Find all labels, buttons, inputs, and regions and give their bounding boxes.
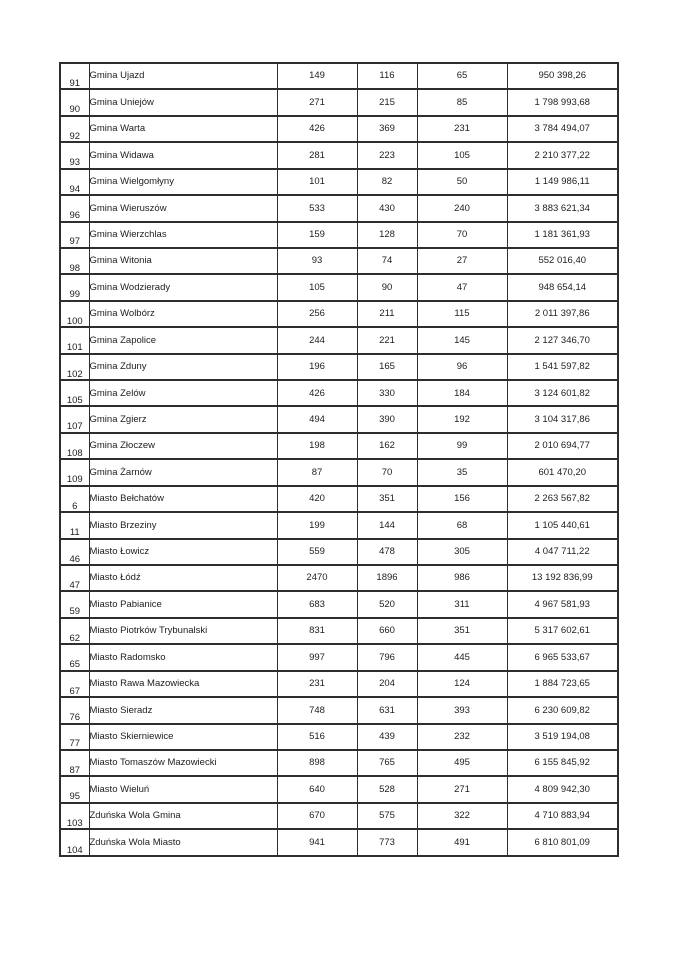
amount-cell: 948 654,14 — [507, 274, 618, 300]
municipality-name-cell: Gmina Zelów — [89, 380, 277, 406]
row-number-cell: 6 — [60, 486, 89, 512]
municipality-name-cell: Miasto Pabianice — [89, 591, 277, 617]
value-1-cell: 2470 — [277, 565, 357, 591]
municipality-name-cell: Gmina Wieruszów — [89, 195, 277, 221]
value-3-cell: 115 — [417, 301, 507, 327]
value-3-cell: 445 — [417, 644, 507, 670]
value-1-cell: 426 — [277, 380, 357, 406]
row-number-cell: 102 — [60, 354, 89, 380]
row-number-cell: 93 — [60, 142, 89, 168]
value-3-cell: 491 — [417, 829, 507, 856]
value-2-cell: 144 — [357, 512, 417, 538]
value-3-cell: 145 — [417, 327, 507, 353]
value-2-cell: 223 — [357, 142, 417, 168]
row-number-cell: 94 — [60, 169, 89, 195]
municipality-name-cell: Gmina Warta — [89, 116, 277, 142]
value-1-cell: 198 — [277, 433, 357, 459]
value-2-cell: 351 — [357, 486, 417, 512]
value-1-cell: 559 — [277, 539, 357, 565]
municipality-name-cell: Gmina Żarnów — [89, 459, 277, 485]
amount-cell: 3 124 601,82 — [507, 380, 618, 406]
value-2-cell: 82 — [357, 169, 417, 195]
municipality-name-cell: Miasto Piotrków Trybunalski — [89, 618, 277, 644]
table-row — [60, 486, 618, 512]
table-row — [60, 142, 618, 168]
value-3-cell: 240 — [417, 195, 507, 221]
amount-cell: 552 016,40 — [507, 248, 618, 274]
value-1-cell: 231 — [277, 671, 357, 697]
table-row — [60, 406, 618, 432]
amount-cell: 950 398,26 — [507, 63, 618, 89]
value-2-cell: 330 — [357, 380, 417, 406]
value-2-cell: 74 — [357, 248, 417, 274]
table-row — [60, 89, 618, 115]
value-2-cell: 1896 — [357, 565, 417, 591]
value-1-cell: 420 — [277, 486, 357, 512]
value-2-cell: 369 — [357, 116, 417, 142]
value-3-cell: 96 — [417, 354, 507, 380]
row-number-cell: 100 — [60, 301, 89, 327]
value-1-cell: 244 — [277, 327, 357, 353]
municipality-name-cell: Gmina Witonia — [89, 248, 277, 274]
value-2-cell: 221 — [357, 327, 417, 353]
value-1-cell: 670 — [277, 803, 357, 829]
row-number-cell: 107 — [60, 406, 89, 432]
amount-cell: 6 155 845,92 — [507, 750, 618, 776]
value-3-cell: 322 — [417, 803, 507, 829]
amount-cell: 2 010 694,77 — [507, 433, 618, 459]
value-1-cell: 101 — [277, 169, 357, 195]
value-2-cell: 215 — [357, 89, 417, 115]
municipality-name-cell: Gmina Wielgomłyny — [89, 169, 277, 195]
amount-cell: 4 047 711,22 — [507, 539, 618, 565]
amount-cell: 3 519 194,08 — [507, 724, 618, 750]
value-3-cell: 105 — [417, 142, 507, 168]
table-row — [60, 803, 618, 829]
table-row — [60, 274, 618, 300]
municipality-name-cell: Miasto Wieluń — [89, 776, 277, 802]
municipality-name-cell: Miasto Bełchatów — [89, 486, 277, 512]
value-3-cell: 232 — [417, 724, 507, 750]
municipality-name-cell: Gmina Zgierz — [89, 406, 277, 432]
row-number-cell: 65 — [60, 644, 89, 670]
value-3-cell: 47 — [417, 274, 507, 300]
row-number-cell: 77 — [60, 724, 89, 750]
value-1-cell: 831 — [277, 618, 357, 644]
value-3-cell: 124 — [417, 671, 507, 697]
value-3-cell: 351 — [417, 618, 507, 644]
row-number-cell: 109 — [60, 459, 89, 485]
row-number-cell: 76 — [60, 697, 89, 723]
row-number-cell: 95 — [60, 776, 89, 802]
row-number-cell: 104 — [60, 829, 89, 856]
table-row — [60, 222, 618, 248]
amount-cell: 1 149 986,11 — [507, 169, 618, 195]
row-number-cell: 11 — [60, 512, 89, 538]
municipality-name-cell: Gmina Zduny — [89, 354, 277, 380]
amount-cell: 2 210 377,22 — [507, 142, 618, 168]
municipality-name-cell: Miasto Brzeziny — [89, 512, 277, 538]
municipality-name-cell: Gmina Wierzchlas — [89, 222, 277, 248]
amount-cell: 6 810 801,09 — [507, 829, 618, 856]
amount-cell: 3 784 494,07 — [507, 116, 618, 142]
amount-cell: 601 470,20 — [507, 459, 618, 485]
table-row — [60, 644, 618, 670]
amount-cell: 4 809 942,30 — [507, 776, 618, 802]
value-3-cell: 35 — [417, 459, 507, 485]
value-1-cell: 281 — [277, 142, 357, 168]
value-3-cell: 393 — [417, 697, 507, 723]
table-row — [60, 169, 618, 195]
municipality-name-cell: Gmina Wolbórz — [89, 301, 277, 327]
table-row — [60, 512, 618, 538]
value-1-cell: 256 — [277, 301, 357, 327]
value-2-cell: 631 — [357, 697, 417, 723]
value-3-cell: 231 — [417, 116, 507, 142]
row-number-cell: 98 — [60, 248, 89, 274]
value-1-cell: 748 — [277, 697, 357, 723]
value-1-cell: 941 — [277, 829, 357, 856]
value-2-cell: 162 — [357, 433, 417, 459]
amount-cell: 1 105 440,61 — [507, 512, 618, 538]
row-number-cell: 67 — [60, 671, 89, 697]
row-number-cell: 97 — [60, 222, 89, 248]
value-2-cell: 165 — [357, 354, 417, 380]
municipality-name-cell: Miasto Skierniewice — [89, 724, 277, 750]
municipality-name-cell: Miasto Radomsko — [89, 644, 277, 670]
municipality-name-cell: Gmina Wodzierady — [89, 274, 277, 300]
table-row — [60, 697, 618, 723]
amount-cell: 1 541 597,82 — [507, 354, 618, 380]
table-row — [60, 327, 618, 353]
value-2-cell: 128 — [357, 222, 417, 248]
amount-cell: 4 967 581,93 — [507, 591, 618, 617]
value-1-cell: 997 — [277, 644, 357, 670]
municipality-name-cell: Miasto Łódź — [89, 565, 277, 591]
municipality-name-cell: Gmina Złoczew — [89, 433, 277, 459]
value-3-cell: 65 — [417, 63, 507, 89]
municipality-name-cell: Gmina Widawa — [89, 142, 277, 168]
value-2-cell: 211 — [357, 301, 417, 327]
row-number-cell: 103 — [60, 803, 89, 829]
value-1-cell: 426 — [277, 116, 357, 142]
table-row — [60, 591, 618, 617]
table-row — [60, 459, 618, 485]
amount-cell: 3 883 621,34 — [507, 195, 618, 221]
value-2-cell: 390 — [357, 406, 417, 432]
amount-cell: 2 011 397,86 — [507, 301, 618, 327]
value-2-cell: 796 — [357, 644, 417, 670]
value-2-cell: 478 — [357, 539, 417, 565]
value-2-cell: 439 — [357, 724, 417, 750]
value-1-cell: 105 — [277, 274, 357, 300]
value-2-cell: 765 — [357, 750, 417, 776]
table-row — [60, 539, 618, 565]
value-2-cell: 773 — [357, 829, 417, 856]
value-1-cell: 87 — [277, 459, 357, 485]
value-1-cell: 533 — [277, 195, 357, 221]
municipalities-table — [59, 62, 619, 857]
value-3-cell: 156 — [417, 486, 507, 512]
table-row — [60, 301, 618, 327]
municipality-name-cell: Miasto Rawa Mazowiecka — [89, 671, 277, 697]
table-row — [60, 63, 618, 89]
amount-cell: 13 192 836,99 — [507, 565, 618, 591]
value-1-cell: 898 — [277, 750, 357, 776]
municipality-name-cell: Miasto Sieradz — [89, 697, 277, 723]
row-number-cell: 47 — [60, 565, 89, 591]
value-3-cell: 305 — [417, 539, 507, 565]
value-3-cell: 70 — [417, 222, 507, 248]
value-3-cell: 986 — [417, 565, 507, 591]
value-2-cell: 70 — [357, 459, 417, 485]
row-number-cell: 101 — [60, 327, 89, 353]
value-3-cell: 311 — [417, 591, 507, 617]
value-1-cell: 199 — [277, 512, 357, 538]
value-2-cell: 528 — [357, 776, 417, 802]
amount-cell: 5 317 602,61 — [507, 618, 618, 644]
table-row — [60, 671, 618, 697]
row-number-cell: 105 — [60, 380, 89, 406]
amount-cell: 6 230 609,82 — [507, 697, 618, 723]
table-row — [60, 433, 618, 459]
value-3-cell: 184 — [417, 380, 507, 406]
amount-cell: 2 127 346,70 — [507, 327, 618, 353]
value-1-cell: 683 — [277, 591, 357, 617]
municipality-name-cell: Gmina Uniejów — [89, 89, 277, 115]
value-1-cell: 494 — [277, 406, 357, 432]
table-row — [60, 750, 618, 776]
value-3-cell: 192 — [417, 406, 507, 432]
value-1-cell: 149 — [277, 63, 357, 89]
municipality-name-cell: Gmina Ujazd — [89, 63, 277, 89]
row-number-cell: 62 — [60, 618, 89, 644]
table-row — [60, 565, 618, 591]
table-row — [60, 195, 618, 221]
table-row — [60, 380, 618, 406]
row-number-cell: 87 — [60, 750, 89, 776]
row-number-cell: 108 — [60, 433, 89, 459]
value-3-cell: 50 — [417, 169, 507, 195]
amount-cell: 6 965 533,67 — [507, 644, 618, 670]
value-2-cell: 520 — [357, 591, 417, 617]
value-3-cell: 99 — [417, 433, 507, 459]
amount-cell: 1 884 723,65 — [507, 671, 618, 697]
row-number-cell: 46 — [60, 539, 89, 565]
value-1-cell: 159 — [277, 222, 357, 248]
row-number-cell: 92 — [60, 116, 89, 142]
value-2-cell: 430 — [357, 195, 417, 221]
table-row — [60, 248, 618, 274]
table-body — [60, 63, 618, 856]
row-number-cell: 59 — [60, 591, 89, 617]
value-2-cell: 660 — [357, 618, 417, 644]
amount-cell: 4 710 883,94 — [507, 803, 618, 829]
value-3-cell: 27 — [417, 248, 507, 274]
table-row — [60, 776, 618, 802]
table-row — [60, 618, 618, 644]
amount-cell: 2 263 567,82 — [507, 486, 618, 512]
amount-cell: 1 181 361,93 — [507, 222, 618, 248]
municipality-name-cell: Zduńska Wola Gmina — [89, 803, 277, 829]
value-2-cell: 204 — [357, 671, 417, 697]
table-row — [60, 724, 618, 750]
row-number-cell: 96 — [60, 195, 89, 221]
value-2-cell: 90 — [357, 274, 417, 300]
row-number-cell: 99 — [60, 274, 89, 300]
row-number-cell: 91 — [60, 63, 89, 89]
value-1-cell: 196 — [277, 354, 357, 380]
table-row — [60, 829, 618, 856]
table-row — [60, 116, 618, 142]
municipality-name-cell: Miasto Łowicz — [89, 539, 277, 565]
municipality-name-cell: Zduńska Wola Miasto — [89, 829, 277, 856]
value-3-cell: 68 — [417, 512, 507, 538]
value-3-cell: 85 — [417, 89, 507, 115]
value-1-cell: 271 — [277, 89, 357, 115]
value-3-cell: 271 — [417, 776, 507, 802]
value-1-cell: 93 — [277, 248, 357, 274]
value-3-cell: 495 — [417, 750, 507, 776]
row-number-cell: 90 — [60, 89, 89, 115]
value-1-cell: 516 — [277, 724, 357, 750]
municipality-name-cell: Miasto Tomaszów Mazowiecki — [89, 750, 277, 776]
municipality-name-cell: Gmina Zapolice — [89, 327, 277, 353]
table-row — [60, 354, 618, 380]
value-2-cell: 575 — [357, 803, 417, 829]
value-1-cell: 640 — [277, 776, 357, 802]
amount-cell: 1 798 993,68 — [507, 89, 618, 115]
value-2-cell: 116 — [357, 63, 417, 89]
amount-cell: 3 104 317,86 — [507, 406, 618, 432]
